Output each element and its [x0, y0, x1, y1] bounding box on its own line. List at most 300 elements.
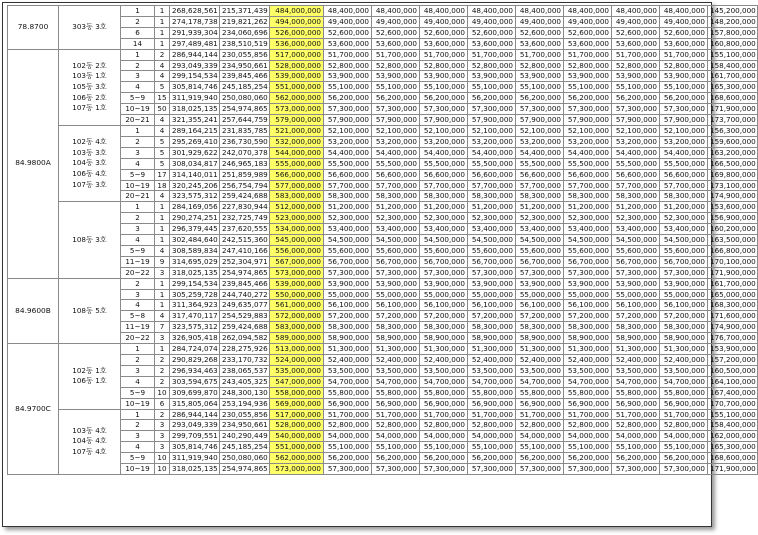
interim-payment-cell: 56,200,000 — [468, 93, 516, 104]
interim-payment-cell: 51,700,000 — [612, 49, 660, 60]
interim-payment-cell: 53,600,000 — [468, 38, 516, 49]
price-table — [7, 5, 758, 475]
unit-count-cell: 4 — [155, 71, 170, 82]
table-row — [8, 453, 758, 464]
interim-payment-cell: 157,800,000 — [708, 27, 758, 38]
table-row — [8, 431, 758, 442]
total-price-cell: 521,000,000 — [270, 125, 324, 136]
interim-payment-cell: 54,000,000 — [372, 431, 420, 442]
interim-payment-cell: 54,700,000 — [372, 376, 420, 387]
interim-payment-cell: 55,800,000 — [564, 387, 612, 398]
balance-payment-cell: 52,100,000 — [660, 125, 708, 136]
unit-count-cell: 2 — [155, 355, 170, 366]
unit-count-cell: 10 — [155, 387, 170, 398]
contract-payment-cell: 49,400,000 — [324, 16, 372, 27]
floor-cell: 2 — [121, 16, 155, 27]
interim-payment-cell: 55,800,000 — [516, 387, 564, 398]
table-row — [8, 180, 758, 191]
interim-payment-cell: 57,300,000 — [420, 104, 468, 115]
interim-payment-cell: 58,300,000 — [372, 322, 420, 333]
unit-count-cell: 9 — [155, 256, 170, 267]
interim-payment-cell: 55,600,000 — [468, 245, 516, 256]
interim-payment-cell: 53,500,000 — [564, 365, 612, 376]
floor-cell: 20~21 — [121, 115, 155, 126]
interim-payment-cell: 51,200,000 — [612, 202, 660, 213]
balance-payment-cell: 55,000,000 — [660, 289, 708, 300]
interim-payment-cell: 53,900,000 — [516, 71, 564, 82]
interim-payment-cell: 54,500,000 — [468, 235, 516, 246]
unit-count-cell: 1 — [155, 213, 170, 224]
interim-payment-cell: 56,700,000 — [372, 256, 420, 267]
building-price-cell: 262,094,582 — [220, 333, 270, 344]
interim-payment-cell: 52,400,000 — [612, 355, 660, 366]
balance-payment-cell: 52,300,000 — [660, 213, 708, 224]
interim-payment-cell: 56,200,000 — [516, 453, 564, 464]
interim-payment-cell: 55,000,000 — [564, 289, 612, 300]
interim-payment-cell: 54,400,000 — [516, 147, 564, 158]
building-price-cell: 244,740,272 — [220, 289, 270, 300]
balance-payment-cell: 53,500,000 — [660, 365, 708, 376]
interim-payment-cell: 52,800,000 — [372, 420, 420, 431]
interim-payment-cell: 165,000,000 — [708, 289, 758, 300]
interim-payment-cell: 163,500,000 — [708, 235, 758, 246]
total-price-cell: 583,000,000 — [270, 191, 324, 202]
balance-payment-cell: 53,200,000 — [660, 136, 708, 147]
total-price-cell: 534,000,000 — [270, 224, 324, 235]
interim-payment-cell: 165,300,000 — [708, 442, 758, 453]
land-price-cell: 314,140,011 — [170, 169, 220, 180]
interim-payment-cell: 56,600,000 — [564, 169, 612, 180]
building-price-cell: 238,065,537 — [220, 365, 270, 376]
contract-payment-cell: 58,300,000 — [324, 322, 372, 333]
interim-payment-cell: 52,100,000 — [516, 125, 564, 136]
interim-payment-cell: 55,500,000 — [564, 158, 612, 169]
interim-payment-cell: 55,100,000 — [372, 82, 420, 93]
floor-cell: 4 — [121, 82, 155, 93]
balance-payment-cell: 57,200,000 — [660, 311, 708, 322]
building-price-cell: 252,304,971 — [220, 256, 270, 267]
interim-payment-cell: 55,600,000 — [420, 245, 468, 256]
floor-cell: 3 — [121, 224, 155, 235]
interim-payment-cell: 49,400,000 — [372, 16, 420, 27]
balance-payment-cell: 58,300,000 — [660, 191, 708, 202]
interim-payment-cell: 54,700,000 — [420, 376, 468, 387]
floor-cell: 11~19 — [121, 322, 155, 333]
table-row — [8, 387, 758, 398]
building-price-cell: 254,529,883 — [220, 311, 270, 322]
building-price-cell: 231,835,785 — [220, 125, 270, 136]
interim-payment-cell: 54,000,000 — [516, 431, 564, 442]
interim-payment-cell: 53,900,000 — [420, 71, 468, 82]
interim-payment-cell: 52,600,000 — [516, 27, 564, 38]
total-price-cell: 535,000,000 — [270, 365, 324, 376]
floor-cell: 3 — [121, 71, 155, 82]
interim-payment-cell: 51,700,000 — [420, 49, 468, 60]
interim-payment-cell: 55,600,000 — [612, 245, 660, 256]
floor-cell: 5~9 — [121, 387, 155, 398]
unit-count-cell: 5 — [155, 82, 170, 93]
interim-payment-cell: 53,200,000 — [564, 136, 612, 147]
interim-payment-cell: 58,300,000 — [516, 191, 564, 202]
interim-payment-cell: 164,100,000 — [708, 376, 758, 387]
building-price-cell: 243,405,325 — [220, 376, 270, 387]
building-price-cell: 239,845,466 — [220, 278, 270, 289]
contract-payment-cell: 56,200,000 — [324, 93, 372, 104]
interim-payment-cell: 53,900,000 — [420, 278, 468, 289]
land-price-cell: 295,269,410 — [170, 136, 220, 147]
interim-payment-cell: 55,600,000 — [372, 245, 420, 256]
floor-cell: 1 — [121, 202, 155, 213]
interim-payment-cell: 55,500,000 — [372, 158, 420, 169]
table-row — [8, 409, 758, 420]
land-price-cell: 290,829,268 — [170, 355, 220, 366]
interim-payment-cell: 58,900,000 — [516, 333, 564, 344]
unit-count-cell: 5 — [155, 158, 170, 169]
total-price-cell: 573,000,000 — [270, 267, 324, 278]
land-price-cell: 318,025,135 — [170, 464, 220, 475]
building-price-cell: 242,515,360 — [220, 235, 270, 246]
interim-payment-cell: 148,200,000 — [708, 16, 758, 27]
interim-payment-cell: 53,500,000 — [372, 365, 420, 376]
balance-payment-cell: 54,000,000 — [660, 431, 708, 442]
contract-payment-cell: 53,500,000 — [324, 365, 372, 376]
unit-count-cell: 3 — [155, 267, 170, 278]
interim-payment-cell: 51,200,000 — [420, 202, 468, 213]
interim-payment-cell: 55,000,000 — [612, 289, 660, 300]
interim-payment-cell: 53,500,000 — [468, 365, 516, 376]
interim-payment-cell: 48,400,000 — [564, 6, 612, 17]
contract-payment-cell: 51,200,000 — [324, 202, 372, 213]
interim-payment-cell: 55,100,000 — [516, 82, 564, 93]
land-price-cell: 318,025,135 — [170, 267, 220, 278]
interim-payment-cell: 56,100,000 — [564, 300, 612, 311]
building-price-cell: 234,950,661 — [220, 420, 270, 431]
interim-payment-cell: 56,200,000 — [372, 93, 420, 104]
interim-payment-cell: 57,300,000 — [516, 464, 564, 475]
interim-payment-cell: 156,300,000 — [708, 125, 758, 136]
interim-payment-cell: 57,200,000 — [468, 311, 516, 322]
table-row — [8, 256, 758, 267]
total-price-cell: 547,000,000 — [270, 376, 324, 387]
balance-payment-cell: 52,600,000 — [660, 27, 708, 38]
interim-payment-cell: 53,200,000 — [372, 136, 420, 147]
interim-payment-cell: 56,700,000 — [468, 256, 516, 267]
interim-payment-cell: 55,100,000 — [564, 82, 612, 93]
interim-payment-cell: 165,300,000 — [708, 82, 758, 93]
interim-payment-cell: 57,200,000 — [516, 311, 564, 322]
interim-payment-cell: 58,900,000 — [468, 333, 516, 344]
contract-payment-cell: 57,700,000 — [324, 180, 372, 191]
table-row — [8, 6, 758, 17]
total-price-cell: 583,000,000 — [270, 322, 324, 333]
unit-count-cell: 5 — [155, 136, 170, 147]
interim-payment-cell: 57,300,000 — [420, 267, 468, 278]
interim-payment-cell: 53,400,000 — [564, 224, 612, 235]
interim-payment-cell: 55,600,000 — [564, 245, 612, 256]
interim-payment-cell: 56,200,000 — [468, 453, 516, 464]
total-price-cell: 569,000,000 — [270, 398, 324, 409]
interim-payment-cell: 55,100,000 — [420, 82, 468, 93]
interim-payment-cell: 52,100,000 — [372, 125, 420, 136]
unit-type-cell: 84.9700C — [8, 344, 59, 475]
interim-payment-cell: 52,800,000 — [420, 420, 468, 431]
interim-payment-cell: 57,700,000 — [420, 180, 468, 191]
contract-payment-cell: 55,100,000 — [324, 82, 372, 93]
interim-payment-cell: 55,800,000 — [420, 387, 468, 398]
contract-payment-cell: 54,400,000 — [324, 147, 372, 158]
balance-payment-cell: 55,800,000 — [660, 387, 708, 398]
unit-count-cell: 6 — [155, 398, 170, 409]
interim-payment-cell: 56,700,000 — [420, 256, 468, 267]
interim-payment-cell: 53,900,000 — [516, 278, 564, 289]
interim-payment-cell: 52,300,000 — [420, 213, 468, 224]
interim-payment-cell: 58,300,000 — [612, 191, 660, 202]
interim-payment-cell: 53,200,000 — [516, 136, 564, 147]
interim-payment-cell: 176,700,000 — [708, 333, 758, 344]
land-price-cell: 293,049,339 — [170, 60, 220, 71]
interim-payment-cell: 52,600,000 — [612, 27, 660, 38]
land-price-cell: 290,274,251 — [170, 213, 220, 224]
building-price-cell: 215,371,439 — [220, 6, 270, 17]
interim-payment-cell: 53,500,000 — [612, 365, 660, 376]
balance-payment-cell: 48,400,000 — [660, 6, 708, 17]
interim-payment-cell: 170,100,000 — [708, 256, 758, 267]
interim-payment-cell: 52,400,000 — [468, 355, 516, 366]
interim-payment-cell: 56,200,000 — [564, 93, 612, 104]
table-row — [8, 38, 758, 49]
land-price-cell: 315,805,064 — [170, 398, 220, 409]
table-row — [8, 16, 758, 27]
balance-payment-cell: 55,600,000 — [660, 245, 708, 256]
interim-payment-cell: 51,700,000 — [564, 49, 612, 60]
interim-payment-cell: 52,800,000 — [468, 60, 516, 71]
interim-payment-cell: 51,300,000 — [516, 344, 564, 355]
interim-payment-cell: 57,300,000 — [564, 267, 612, 278]
table-row — [8, 398, 758, 409]
interim-payment-cell: 160,500,000 — [708, 365, 758, 376]
table-row — [8, 355, 758, 366]
unit-count-cell: 4 — [155, 191, 170, 202]
interim-payment-cell: 51,200,000 — [468, 202, 516, 213]
land-price-cell: 302,484,640 — [170, 235, 220, 246]
interim-payment-cell: 52,800,000 — [612, 420, 660, 431]
total-price-cell: 528,000,000 — [270, 60, 324, 71]
interim-payment-cell: 153,600,000 — [708, 202, 758, 213]
balance-payment-cell: 52,400,000 — [660, 355, 708, 366]
floor-cell: 10~19 — [121, 464, 155, 475]
contract-payment-cell: 55,000,000 — [324, 289, 372, 300]
building-price-cell: 219,821,262 — [220, 16, 270, 27]
interim-payment-cell: 53,900,000 — [468, 71, 516, 82]
interim-payment-cell: 57,300,000 — [468, 464, 516, 475]
interim-payment-cell: 54,700,000 — [564, 376, 612, 387]
interim-payment-cell: 55,100,000 — [468, 82, 516, 93]
building-price-cell: 257,644,759 — [220, 115, 270, 126]
total-price-cell: 561,000,000 — [270, 300, 324, 311]
balance-payment-cell: 51,300,000 — [660, 344, 708, 355]
interim-payment-cell: 171,900,000 — [708, 267, 758, 278]
total-price-cell: 566,000,000 — [270, 169, 324, 180]
interim-payment-cell: 163,200,000 — [708, 147, 758, 158]
contract-payment-cell: 51,700,000 — [324, 49, 372, 60]
interim-payment-cell: 52,800,000 — [564, 60, 612, 71]
interim-payment-cell: 155,100,000 — [708, 49, 758, 60]
interim-payment-cell: 53,900,000 — [468, 278, 516, 289]
contract-payment-cell: 54,000,000 — [324, 431, 372, 442]
interim-payment-cell: 53,900,000 — [372, 71, 420, 82]
floor-cell: 1 — [121, 409, 155, 420]
price-table-frame — [2, 2, 756, 527]
interim-payment-cell: 53,400,000 — [420, 224, 468, 235]
contract-payment-cell: 57,300,000 — [324, 104, 372, 115]
total-price-cell: 589,000,000 — [270, 333, 324, 344]
unit-count-cell: 2 — [155, 409, 170, 420]
interim-payment-cell: 57,700,000 — [612, 180, 660, 191]
floor-cell: 3 — [121, 289, 155, 300]
land-price-cell: 305,259,728 — [170, 289, 220, 300]
land-price-cell: 303,594,675 — [170, 376, 220, 387]
interim-payment-cell: 54,500,000 — [516, 235, 564, 246]
interim-payment-cell: 56,200,000 — [612, 453, 660, 464]
interim-payment-cell: 51,300,000 — [420, 344, 468, 355]
interim-payment-cell: 54,400,000 — [420, 147, 468, 158]
interim-payment-cell: 53,400,000 — [612, 224, 660, 235]
floor-cell: 4 — [121, 376, 155, 387]
interim-payment-cell: 58,300,000 — [420, 322, 468, 333]
total-price-cell: 526,000,000 — [270, 27, 324, 38]
balance-payment-cell: 55,100,000 — [660, 82, 708, 93]
floor-cell: 2 — [121, 213, 155, 224]
contract-payment-cell: 51,700,000 — [324, 409, 372, 420]
interim-payment-cell: 58,900,000 — [612, 333, 660, 344]
floor-cell: 4 — [121, 442, 155, 453]
interim-payment-cell: 51,700,000 — [468, 409, 516, 420]
interim-payment-cell: 56,900,000 — [420, 398, 468, 409]
balance-payment-cell: 54,400,000 — [660, 147, 708, 158]
total-price-cell: 573,000,000 — [270, 104, 324, 115]
interim-payment-cell: 51,300,000 — [612, 344, 660, 355]
building-price-cell: 245,185,254 — [220, 442, 270, 453]
interim-payment-cell: 160,200,000 — [708, 224, 758, 235]
table-row — [8, 49, 758, 60]
floor-cell: 2 — [121, 355, 155, 366]
contract-payment-cell: 57,200,000 — [324, 311, 372, 322]
interim-payment-cell: 56,100,000 — [372, 300, 420, 311]
balance-payment-cell: 56,600,000 — [660, 169, 708, 180]
unit-count-cell: 18 — [155, 180, 170, 191]
interim-payment-cell: 57,900,000 — [420, 115, 468, 126]
interim-payment-cell: 57,700,000 — [372, 180, 420, 191]
total-price-cell: 550,000,000 — [270, 289, 324, 300]
balance-payment-cell: 57,300,000 — [660, 464, 708, 475]
total-price-cell: 567,000,000 — [270, 256, 324, 267]
land-price-cell: 305,814,746 — [170, 442, 220, 453]
interim-payment-cell: 55,800,000 — [612, 387, 660, 398]
table-row — [8, 71, 758, 82]
total-price-cell: 512,000,000 — [270, 202, 324, 213]
unit-count-cell: 4 — [155, 311, 170, 322]
unit-count-cell: 2 — [155, 49, 170, 60]
interim-payment-cell: 57,900,000 — [564, 115, 612, 126]
building-price-cell: 251,859,989 — [220, 169, 270, 180]
unit-count-cell: 3 — [155, 333, 170, 344]
interim-payment-cell: 56,100,000 — [516, 300, 564, 311]
floor-cell: 2 — [121, 60, 155, 71]
building-unit-cell: 108동 3호 — [59, 202, 121, 278]
total-price-cell: 532,000,000 — [270, 136, 324, 147]
table-row — [8, 202, 758, 213]
building-price-cell: 253,194,936 — [220, 398, 270, 409]
land-price-cell: 305,814,746 — [170, 82, 220, 93]
contract-payment-cell: 51,300,000 — [324, 344, 372, 355]
interim-payment-cell: 161,700,000 — [708, 278, 758, 289]
interim-payment-cell: 55,800,000 — [372, 387, 420, 398]
unit-count-cell: 1 — [155, 38, 170, 49]
interim-payment-cell: 169,800,000 — [708, 169, 758, 180]
interim-payment-cell: 57,200,000 — [420, 311, 468, 322]
total-price-cell: 513,000,000 — [270, 344, 324, 355]
land-price-cell: 299,709,551 — [170, 431, 220, 442]
balance-payment-cell: 52,800,000 — [660, 60, 708, 71]
interim-payment-cell: 55,100,000 — [372, 442, 420, 453]
land-price-cell: 318,025,135 — [170, 104, 220, 115]
floor-cell: 3 — [121, 365, 155, 376]
interim-payment-cell: 58,300,000 — [468, 322, 516, 333]
interim-payment-cell: 56,200,000 — [516, 93, 564, 104]
balance-payment-cell: 55,500,000 — [660, 158, 708, 169]
interim-payment-cell: 58,300,000 — [372, 191, 420, 202]
interim-payment-cell: 174,900,000 — [708, 322, 758, 333]
interim-payment-cell: 54,700,000 — [468, 376, 516, 387]
interim-payment-cell: 51,200,000 — [564, 202, 612, 213]
unit-type-cell: 84.9600B — [8, 278, 59, 343]
interim-payment-cell: 52,100,000 — [420, 125, 468, 136]
balance-payment-cell: 52,800,000 — [660, 420, 708, 431]
interim-payment-cell: 56,600,000 — [420, 169, 468, 180]
interim-payment-cell: 52,400,000 — [564, 355, 612, 366]
total-price-cell: 558,000,000 — [270, 387, 324, 398]
land-price-cell: 326,905,418 — [170, 333, 220, 344]
table-row — [8, 300, 758, 311]
interim-payment-cell: 49,400,000 — [468, 16, 516, 27]
balance-payment-cell: 57,700,000 — [660, 180, 708, 191]
interim-payment-cell: 56,900,000 — [612, 398, 660, 409]
interim-payment-cell: 54,700,000 — [516, 376, 564, 387]
unit-count-cell: 1 — [155, 27, 170, 38]
table-row — [8, 245, 758, 256]
interim-payment-cell: 160,800,000 — [708, 38, 758, 49]
interim-payment-cell: 54,500,000 — [564, 235, 612, 246]
unit-count-cell: 3 — [155, 442, 170, 453]
land-price-cell: 291,939,304 — [170, 27, 220, 38]
interim-payment-cell: 53,600,000 — [516, 38, 564, 49]
building-price-cell: 254,974,865 — [220, 104, 270, 115]
interim-payment-cell: 55,000,000 — [420, 289, 468, 300]
total-price-cell: 536,000,000 — [270, 38, 324, 49]
table-row — [8, 311, 758, 322]
interim-payment-cell: 51,200,000 — [516, 202, 564, 213]
interim-payment-cell: 57,300,000 — [564, 464, 612, 475]
building-price-cell: 240,290,449 — [220, 431, 270, 442]
floor-cell: 20~21 — [121, 191, 155, 202]
total-price-cell: 562,000,000 — [270, 93, 324, 104]
unit-count-cell: 2 — [155, 365, 170, 376]
interim-payment-cell: 52,800,000 — [612, 60, 660, 71]
total-price-cell: 551,000,000 — [270, 82, 324, 93]
total-price-cell: 484,000,000 — [270, 6, 324, 17]
table-row — [8, 60, 758, 71]
interim-payment-cell: 48,400,000 — [516, 6, 564, 17]
